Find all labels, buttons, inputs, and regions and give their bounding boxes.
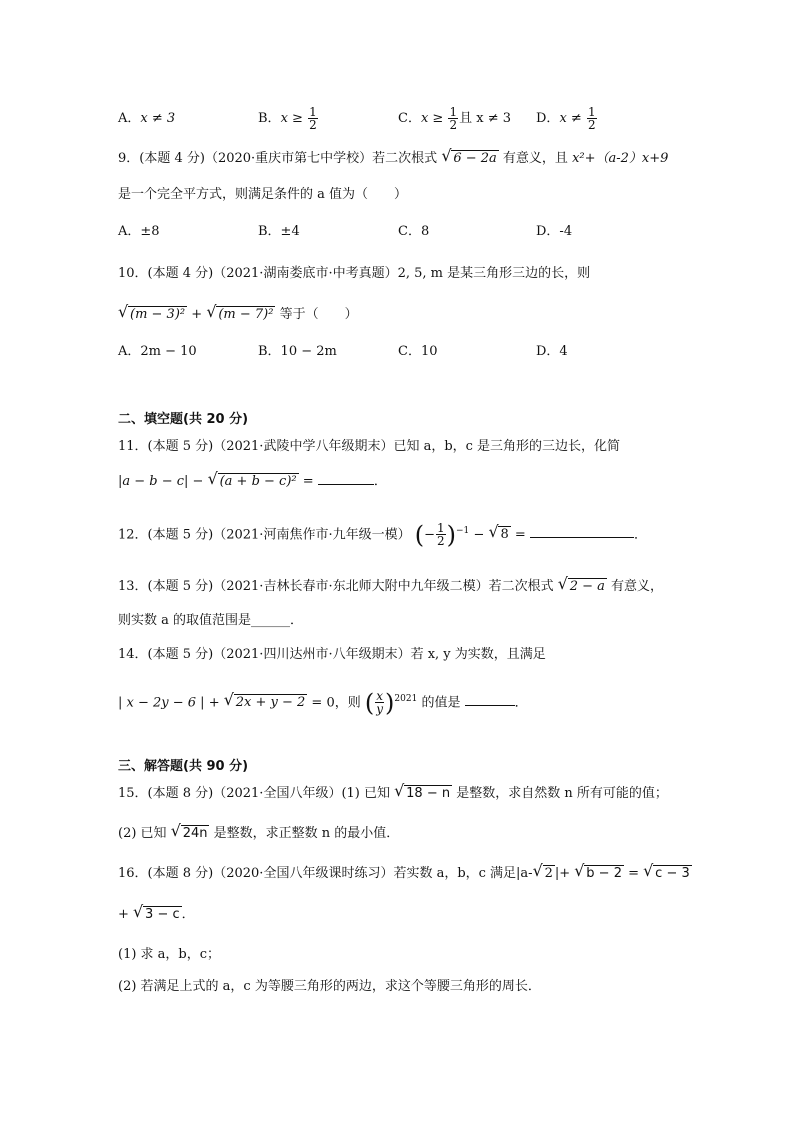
q16-radical-a: √ 2 — [534, 865, 555, 883]
q8-option-d[interactable]: D．x ≠ $\frac{1}{2}$ — [536, 105, 596, 132]
q10-option-d[interactable]: D．4 — [536, 344, 568, 359]
q10-stem: 10．(本题 4 分)（2021·湖南娄底市·中考真题）2, 5, m 是某三角形三边的长，则 — [118, 266, 591, 281]
q12-stem: 12．(本题 5 分)（2021·河南焦作市·九年级一模） (− $\frac{1}{2}$ )$^{-1}$ − √ 8 = ． — [118, 522, 647, 547]
q16-radical-c: √ c − 3 — [644, 865, 692, 883]
fraction-x-over-y: $\frac{x}{y}$ — [376, 689, 384, 717]
q16-stem-line2: + √ 3 − c ． — [118, 906, 195, 924]
q13-stem-line2: 则实数 a 的取值范围是______． — [118, 613, 304, 628]
q16-stem: 16．(本题 8 分)（2020·全国八年级课时练习）若实数 a，b，c 满足|a-√ 2 |+ √ b − 2 = √ c − 3 — [118, 865, 692, 883]
q14-answer-blank[interactable] — [465, 693, 515, 706]
fraction-one-half: $\frac{1}{2}$ — [449, 105, 458, 132]
q15-part2: (2) 已知 √ 24n 是整数，求正整数 n 的最小值． — [118, 825, 399, 843]
q8-option-c[interactable]: C．x ≥ $\frac{1}{2}$ 且 x ≠ 3 — [398, 105, 511, 132]
fraction-one-half: $\frac{1}{2}$ — [587, 105, 596, 132]
q10-option-c[interactable]: C．10 — [398, 344, 438, 359]
q9-stem: 9．(本题 4 分)（2020·重庆市第七中学校）若二次根式 √ 6 − 2a 有意义，且 x²+（a-2）x+9 — [118, 150, 668, 168]
q14-radical: √ 2x + y − 2 — [225, 694, 308, 712]
q10-expression: √ (m − 3)² + √ (m − 7)² 等于（ ） — [118, 306, 358, 324]
q10-radical-2: √ (m − 7)² — [207, 306, 275, 324]
q8-option-b[interactable]: B．x ≥ $\frac{1}{2}$ — [258, 105, 317, 132]
q16-radical-b: √ b − 2 — [575, 865, 624, 883]
q14-expression: | x − 2y − 6 | + √ 2x + y − 2 = 0，则 ( $\frac{x}{y}$ )$^{2021}$ 的值是 ． — [118, 690, 528, 715]
q9-stem-line2: 是一个完全平方式，则满足条件的 a 值为（ ） — [118, 187, 408, 202]
q11-radical: √ (a + b − c)² — [209, 473, 299, 491]
q9-options — [118, 223, 572, 241]
q16-radical-d: √ 3 − c — [134, 906, 182, 924]
q9-option-b[interactable]: B．±4 — [258, 224, 300, 239]
q15-radical-2: √ 24n — [172, 825, 210, 843]
q16-part2: (2) 若满足上式的 a，c 为等腰三角形的两边，求这个等腰三角形的周长． — [118, 979, 541, 994]
q9-radical: √ 6 − 2a — [442, 150, 498, 168]
q15-radical-1: √ 18 − n — [395, 785, 452, 803]
q8-option-a[interactable]: A．x ≠ 3 — [118, 111, 176, 126]
q13-radical: √ 2 − a — [559, 578, 607, 596]
q11-answer-blank[interactable] — [318, 472, 374, 485]
q10-option-a[interactable]: A．2m − 10 — [118, 344, 197, 359]
q12-radical: √ 8 — [489, 526, 510, 544]
q9-option-d[interactable]: D．-4 — [536, 224, 573, 239]
q10-option-b[interactable]: B．10 − 2m — [258, 344, 337, 359]
q12-answer-blank[interactable] — [530, 525, 634, 538]
section-title-solutions: 三、解答题(共 90 分) — [118, 759, 249, 774]
q10-options — [118, 343, 568, 361]
q11-stem: 11．(本题 5 分)（2021·武陵中学八年级期末）已知 a，b，c 是三角形的三边长，化简 — [118, 439, 621, 454]
q10-radical-1: √ (m − 3)² — [119, 306, 187, 324]
q16-part1: (1) 求 a，b，c； — [118, 947, 221, 962]
q9-option-c[interactable]: C．8 — [398, 224, 430, 239]
q15-stem: 15．(本题 8 分)（2021·全国八年级）(1) 已知 √ 18 − n 是整数，求自然数 n 所有可能的值； — [118, 785, 668, 803]
q14-stem: 14．(本题 5 分)（2021·四川达州市·八年级期末）若 x, y 为实数，且满足 — [118, 647, 546, 662]
q9-option-a[interactable]: A．±8 — [118, 224, 160, 239]
q11-expression: |a − b − c| − √ (a + b − c)² = ． — [118, 472, 387, 491]
q8-options — [118, 106, 598, 131]
fraction-one-half: $\frac{1}{2}$ — [437, 521, 445, 549]
section-title-fill-in: 二、填空题(共 20 分) — [118, 412, 249, 427]
q13-stem: 13．(本题 5 分)（2021·吉林长春市·东北师大附中九年级二模）若二次根式 √ 2 − a 有意义， — [118, 578, 663, 596]
fraction-one-half: $\frac{1}{2}$ — [309, 105, 317, 132]
